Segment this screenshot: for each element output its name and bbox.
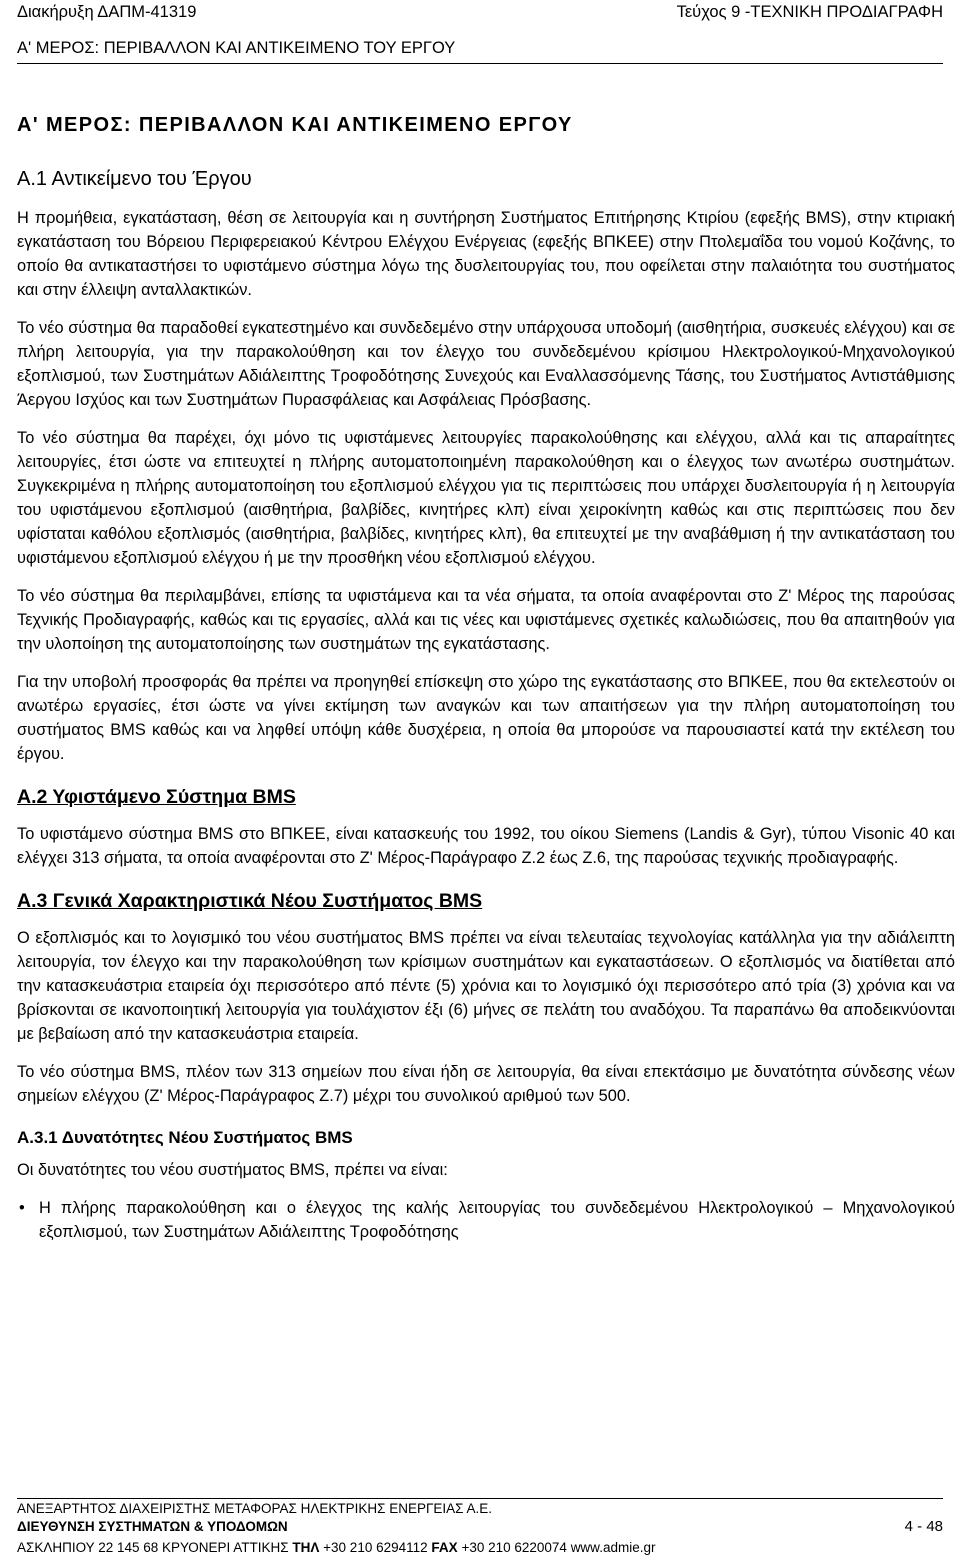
footer-company: ΑΝΕΞΑΡΤΗΤΟΣ ΔΙΑΧΕΙΡΙΣΤΗΣ ΜΕΤΑΦΟΡΑΣ ΗΛΕΚΤΡΙΚΗΣ ΕΝΕΡΓΕΙΑΣ Α.Ε. bbox=[17, 1501, 493, 1516]
header-divider bbox=[17, 63, 943, 64]
header-tender-number: Διακήρυξη ΔΑΠΜ-41319 bbox=[17, 3, 197, 21]
footer-fax: +30 210 6220074 bbox=[461, 1540, 567, 1555]
header-part-subtitle: Α' ΜΕΡΟΣ: ΠΕΡΙΒΑΛΛΟΝ ΚΑΙ ΑΝΤΙΚΕΙΜΕΝΟ ΤΟΥ ΕΡΓΟΥ bbox=[17, 39, 456, 57]
footer-divider bbox=[17, 1498, 943, 1499]
footer-website[interactable]: www.admie.gr bbox=[570, 1540, 656, 1555]
section-a31-heading: Α.3.1 Δυνατότητες Νέου Συστήματος BMS bbox=[17, 1128, 353, 1147]
paragraph: Το υφιστάμενο σύστημα BMS στο ΒΠΚΕΕ, είναι κατασκευής του 1992, του οίκου Siemens (Landis & Gyr), τύπου Visonic 40 και ελέγχει 313 σήματα, τα οποία αναφέρονται στο Ζ' Μέρος-Παράγραφο Ζ.2 έως Ζ.6, της παρούσας τεχνικής προδιαγραφής. bbox=[17, 825, 955, 867]
paragraph: Η προμήθεια, εγκατάσταση, θέση σε λειτουργία και η συντήρηση Συστήματος Επιτήρησης Κτιρίου (εφεξής BMS), στην κτιριακή εγκατάσταση του Βόρειου Περιφερειακού Κέντρου Ελέγχου Ενέργειας (εφεξής ΒΠΚΕΕ) στην Πτολεμαΐδα του νομού Κοζάνης, το οποίο θα αντικαταστήσει το υφιστάμενο σύστημα λόγω της δυσλειτουργίας του, που οφείλεται στην παλαιότητα του συστήματος και στην έλλειψη ανταλλακτικών. bbox=[17, 209, 955, 299]
footer-tel-label: ΤΗΛ bbox=[292, 1540, 320, 1555]
paragraph: Το νέο σύστημα BMS, πλέον των 313 σημείων που είναι ήδη σε λειτουργία, θα είναι επεκτάσιμο με δυνατότητα σύνδεσης νέων σημείων ελέγχου (Ζ' Μέρος-Παράγραφος Ζ.7) μέχρι του συνολικού αριθμού των 500. bbox=[17, 1063, 955, 1105]
list-item-text: Η πλήρης παρακολούθηση και ο έλεγχος της καλής λειτουργίας του συνδεδεμένου Ηλεκτρολογικού – Μηχανολογικού εξοπλισμού, των Συστημάτων Αδιάλειπτης Τροφοδότησης bbox=[39, 1199, 955, 1241]
section-a1-heading: Α.1 Αντικείμενο του Έργου bbox=[17, 168, 252, 190]
part-title: Α' ΜΕΡΟΣ: ΠΕΡΙΒΑΛΛΟΝ ΚΑΙ ΑΝΤΙΚΕΙΜΕΝΟ ΕΡΓΟΥ bbox=[17, 114, 573, 136]
section-a2-heading: Α.2 Υφιστάμενο Σύστημα BMS bbox=[17, 786, 296, 808]
list-item bbox=[17, 1196, 955, 1244]
paragraph: Το νέο σύστημα θα παρέχει, όχι μόνο τις υφιστάμενες λειτουργίες παρακολούθησης και ελέγχου, αλλά και τις απαραίτητες λειτουργίες, έτσι ώστε να επιτευχτεί η πλήρης αυτοματοποιημένη παρακολούθηση και ο έλεγχος των ανωτέρω συστημάτων. Συγκεκριμένα η πλήρης αυτοματοποίηση του εξοπλισμού ελέγχου για τις περιπτώσεις που υπάρχει δυσλειτουργία ή η λειτουργία του υφιστάμενου εξοπλισμού (αισθητήρια, βαλβίδες, κινητήρες κλπ) είναι χειροκίνητη καθώς και στις περιπτώσεις που δεν υφίσταται καθόλου εξοπλισμός (αισθητήρια, βαλβίδες, κινητήρες κλπ), θα επιτευχτεί με την αναβάθμιση ή την αντικατάσταση του υφιστάμενου εξοπλισμού ελέγχου ή με την προσθήκη νέου εξοπλισμού ελέγχου. bbox=[17, 429, 955, 567]
footer-tel: +30 210 6294112 bbox=[323, 1540, 428, 1555]
footer-department: ΔΙΕΥΘΥΝΣΗ ΣΥΣΤΗΜΑΤΩΝ & ΥΠΟΔΟΜΩΝ bbox=[17, 1519, 288, 1534]
running-header bbox=[17, 3, 943, 22]
footer-fax-label: FAX bbox=[431, 1540, 458, 1555]
section-a3-heading: Α.3 Γενικά Χαρακτηριστικά Νέου Συστήματος BMS bbox=[17, 890, 483, 912]
footer-address-line bbox=[17, 1539, 943, 1557]
header-volume-title: Τεύχος 9 -ΤΕΧΝΙΚΗ ΠΡΟΔΙΑΓΡΑΦΗ bbox=[676, 3, 943, 21]
paragraph: Για την υποβολή προσφοράς θα πρέπει να προηγηθεί επίσκεψη στο χώρο της εγκατάστασης στο ΒΠΚΕΕ, που θα εκτελεστούν οι ανωτέρω εργασίες, έτσι ώστε να γίνει εκτίμηση των αναγκών και των απαιτήσεων για την πλήρη αυτοματοποίηση του συστήματος BMS καθώς και να ληφθεί υπόψη κάθε δυσχέρεια, η οποία θα μπορούσε να παρουσιαστεί κατά την εκτέλεση του έργου. bbox=[17, 673, 955, 763]
document-body bbox=[17, 111, 955, 1244]
footer-address: ΑΣΚΛΗΠΙΟΥ 22 145 68 ΚΡΥΟΝΕΡΙ ΑΤΤΙΚΗΣ bbox=[17, 1540, 289, 1555]
paragraph: Το νέο σύστημα θα περιλαμβάνει, επίσης τα υφιστάμενα και τα νέα σήματα, τα οποία αναφέρονται στο Ζ' Μέρος της παρούσας Τεχνικής Προδιαγραφής, καθώς και τις εργασίες, αλλά και τις νέες και υφιστάμενες σχετικές καλωδιώσεις, που θα απαιτηθούν για την υλοποίηση της αυτοματοποίησης των συστημάτων της εγκατάστασης. bbox=[17, 587, 955, 653]
paragraph: Το νέο σύστημα θα παραδοθεί εγκατεστημένο και συνδεδεμένο στην υπάρχουσα υποδομή (αισθητήρια, συσκευές ελέγχου) και σε πλήρη λειτουργία, για την παρακολούθηση και τον έλεγχο του συνδεδεμένου κρίσιμου Ηλεκτρολογικού-Μηχανολογικού εξοπλισμού, των Συστημάτων Αδιάλειπτης Τροφοδότησης Συνεχούς και Εναλλασσόμενης Τάσης, του Συστήματος Αντιστάθμισης Άεργου Ισχύος και των Συστημάτων Πυρασφάλειας και Ασφάλειας Πρόσβασης. bbox=[17, 319, 955, 409]
page-number: 4 - 48 bbox=[904, 1518, 943, 1535]
paragraph: Ο εξοπλισμός και το λογισμικό του νέου συστήματος BMS πρέπει να είναι τελευταίας τεχνολογίας κατάλληλα για την αδιάλειπτη λειτουργία, τον έλεγχο και την παρακολούθηση των κρίσιμων συστημάτων και εγκαταστάσεων. Ο εξοπλισμός να διατίθεται από την κατασκευάστρια εταιρεία όχι περισσότερο από πέντε (5) χρόνια και το λογισμικό όχι περισσότερο από τρία (3) χρόνια και να βρίσκονται σε ικανοποιητική λειτουργία για τουλάχιστον έξι (6) μήνες σε πελάτη του αναδόχου. Τα παραπάνω θα αποδεικνύονται με βεβαίωση από την κατασκευάστρια εταιρεία. bbox=[17, 929, 955, 1043]
paragraph: Οι δυνατότητες του νέου συστήματος BMS, πρέπει να είναι: bbox=[17, 1161, 448, 1179]
footer-department-row bbox=[17, 1518, 943, 1536]
bullet-icon: • bbox=[19, 1199, 25, 1217]
